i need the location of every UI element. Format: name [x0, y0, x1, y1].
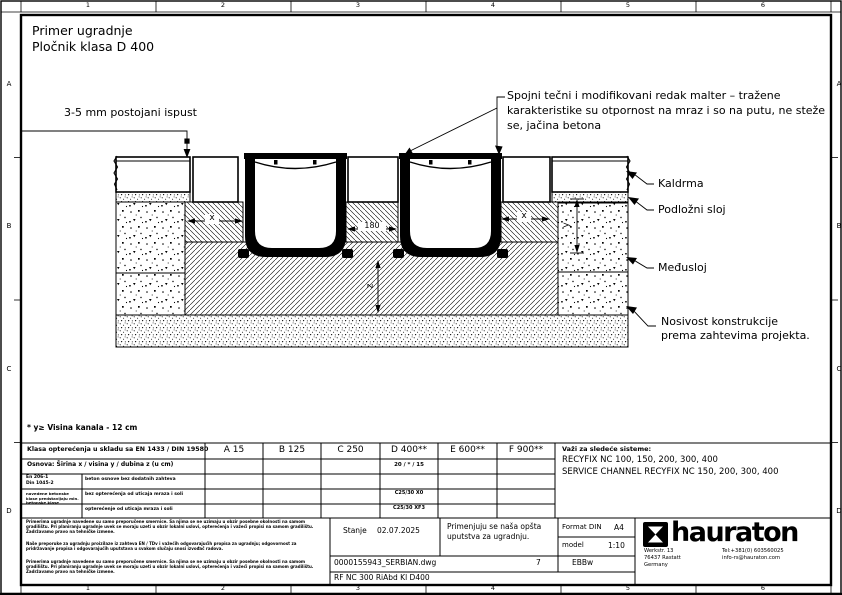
ruler-col-6: 6	[760, 1, 766, 9]
class-a15: A 15	[223, 445, 245, 455]
norm-note: navedene betonske klase predstavljaju min. betonske klase	[26, 491, 79, 506]
mortar-leader-vertical	[497, 97, 505, 146]
label-podlozni-sloj: Podložni sloj	[658, 203, 726, 216]
bedding-right	[501, 202, 558, 242]
note-line1: Primenjuju se naša opšta	[447, 522, 542, 531]
row-concrete-frost-label: bez opterećenja od uticaja mraza i soli	[85, 492, 184, 497]
value-c2530-xf3: C25/30 XF3	[393, 505, 425, 511]
class-d400: D 400**	[391, 445, 427, 455]
address-line1: Werkstr. 13	[644, 548, 674, 554]
value-c2530-x0: C25/30 X0	[394, 490, 424, 496]
scale-value: 1:10	[608, 541, 625, 550]
podlozni-leader	[634, 200, 654, 210]
dim-y: y	[561, 222, 572, 228]
editor-initials: EBBw	[572, 558, 594, 567]
gap-leader	[22, 131, 187, 150]
dim-x-right: x	[517, 212, 531, 222]
subsoil-base-layer	[116, 315, 628, 347]
scale-label: model	[562, 541, 584, 549]
filename: 0000155943_SERBIAN.dwg	[334, 558, 437, 567]
address-line2: 76437 Rastatt	[644, 555, 681, 561]
label-kaldrma: Kaldrma	[658, 177, 704, 190]
mortar-leader-diagonal	[406, 108, 497, 153]
ruler-row-b-right: B	[836, 222, 842, 230]
gravel-layer-left-upper	[116, 202, 185, 273]
row-concrete-frost-salt-label: opterećenje od uticaja mraza i soli	[85, 507, 173, 512]
systems-heading: Važi za sledeće sisteme:	[562, 445, 652, 453]
gap-annotation: 3-5 mm postojani ispust	[64, 106, 197, 119]
bedding-strip-right	[552, 192, 628, 202]
class-b125: B 125	[278, 445, 306, 455]
note-line2: uputstva za ugradnju.	[447, 532, 530, 541]
ruler-col-3-bottom: 3	[355, 584, 361, 592]
gravel-layer-left-lower	[116, 273, 185, 315]
ruler-col-6-bottom: 6	[760, 584, 766, 592]
hauraton-logo-icon	[643, 522, 668, 547]
paving-block-3	[503, 157, 550, 202]
surface-right	[552, 157, 628, 192]
surface-left	[116, 157, 190, 192]
ruler-col-3: 3	[355, 1, 361, 9]
channel-left	[238, 153, 353, 258]
status-label: Stanje	[343, 526, 367, 535]
paving-block-1	[193, 157, 238, 202]
ruler-row-d-right: D	[836, 507, 842, 515]
ruler-col-2: 2	[220, 1, 226, 9]
company-email: info-rs@hauraton.com	[722, 555, 781, 561]
ruler-row-c: C	[6, 365, 12, 373]
ruler-col-5-bottom: 5	[625, 584, 631, 592]
ruler-col-5: 5	[625, 1, 631, 9]
cross-section-drawing	[114, 153, 630, 347]
paving-block-2	[348, 157, 398, 202]
format-label: Format DIN	[562, 523, 602, 531]
table-base-label: Osnova: Širina x / visina y / dubina z (u cm)	[27, 461, 174, 468]
gravel-layer-right-lower	[558, 272, 628, 315]
company-tel: Tel:+381(0) 603560025	[722, 548, 784, 554]
class-c250: C 250	[337, 445, 364, 455]
bedding-strip-left	[116, 192, 190, 202]
dim-180: 180	[358, 222, 386, 231]
nosivost-leader	[632, 309, 656, 326]
systems-line1: RECYFIX NC 100, 150, 200, 300, 400	[562, 455, 718, 465]
gravel-layer-right-upper	[558, 203, 628, 272]
ruler-col-4: 4	[490, 1, 496, 9]
class-f900: F 900**	[508, 445, 544, 455]
ruler-row-d: D	[6, 507, 12, 515]
ruler-col-2-bottom: 2	[220, 584, 226, 592]
page-title-line2: Pločnik klasa D 400	[32, 39, 155, 54]
ruler-row-c-right: C	[836, 365, 842, 373]
footnote-y: * y≥ Visina kanala - 12 cm	[27, 423, 138, 432]
ruler-col-4-bottom: 4	[490, 584, 496, 592]
row-concrete-plain-label: beton osnove bez dodatnih zahteva	[85, 477, 176, 482]
base-d400-value: 20 / * / 15	[394, 462, 424, 468]
channel-right	[393, 153, 508, 258]
class-e600: E 600**	[450, 445, 485, 455]
mortar-annotation: Spojni tečni i modifikovani redak malter – tražene karakteristike su otpornost na mraz i so na putu, ne steže se, jačina betona	[507, 89, 826, 133]
sheet-number: 7	[536, 558, 541, 567]
ruler-col-1-bottom: 1	[85, 584, 91, 592]
ruler-row-a: A	[6, 80, 12, 88]
disclaimer-3: Primerima ugradnje navedene su samo preporučene smernice. Sa njima se ne uzimaju u obzir posebne okolnosti na samom gradilištu. Pri planiranju ugradnje uvek se moraju uzeti u obzir lokalni uslovi, opterećenja i važeći propisi na samom gradilištu. Zadržavamo pravo na tehničke izmene.	[26, 559, 314, 574]
format-value: A4	[614, 523, 624, 532]
dim-z: z	[365, 283, 376, 289]
dim-x-left: x	[205, 214, 219, 224]
label-nosivost-line1: Nosivost konstrukcije	[661, 315, 779, 328]
label-medjusloj: Međusloj	[658, 261, 707, 274]
address-line3: Germany	[644, 562, 668, 568]
hauraton-wordmark: hauraton	[671, 517, 798, 548]
norm-line1: En 206-1	[26, 475, 49, 480]
ruler-col-1: 1	[85, 1, 91, 9]
status-date: 02.07.2025	[377, 526, 420, 535]
page-title-line1: Primer ugradnje	[32, 23, 133, 38]
label-nosivost-line2: prema zahtevima projekta.	[661, 329, 810, 342]
ruler-row-a-right: A	[836, 80, 842, 88]
disclaimer-1: Primerima ugradnje navedene su samo preporučene smernice. Sa njima se ne uzimaju u obzir posebne okolnosti na samom gradilištu. Pri planiranju ugradnje uvek se moraju uzeti u obzir lokalni uslovi, opterećenja i važeći propisi na samom gradilištu. Zadržavamo pravo na tehničke izmene.	[26, 519, 314, 534]
disclaimer-2: Naše preporuke za ugradnju proizilaze iz zahteva EN / TDv i važećih odgovarajućih propisa za ugradnju; odgovornost za pridržavanje propisa i odgovarajućih uputstava u svakom slučaju snosi izvođač radova.	[26, 541, 297, 551]
doc-code: RF NC 300 RiAbd Kl D400	[334, 573, 430, 582]
table-load-class-label: Klasa opterećenja u skladu sa EN 1433 / DIN 19580	[27, 446, 209, 453]
systems-line2: SERVICE CHANNEL RECYFIX NC 150, 200, 300, 400	[562, 467, 779, 477]
ruler-row-b: B	[6, 222, 12, 230]
norm-line2: Din 1045-2	[26, 480, 54, 486]
